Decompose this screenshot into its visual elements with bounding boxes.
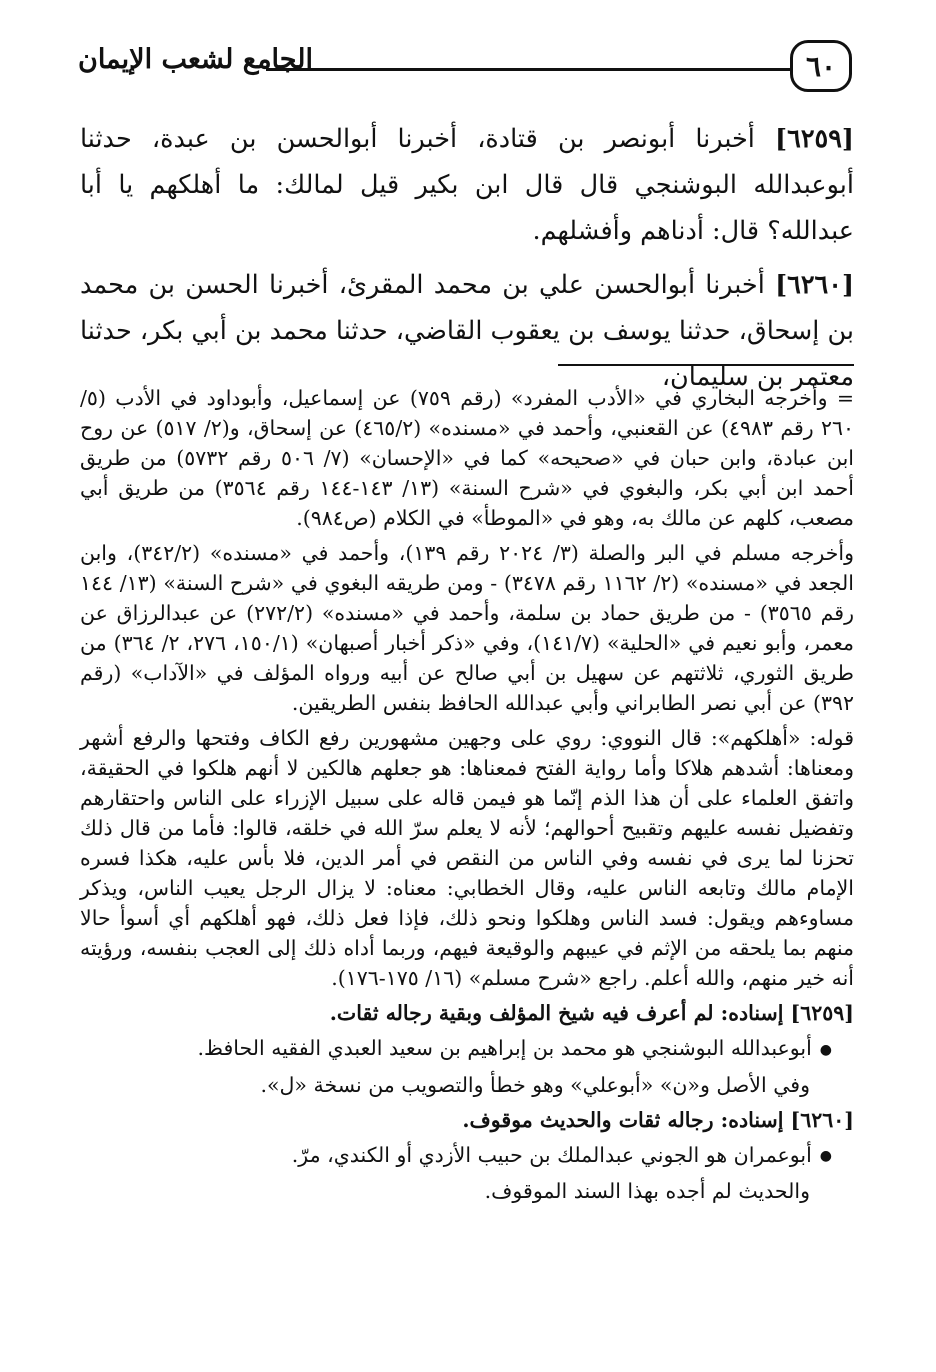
hadith-text: أخبرنا أبونصر بن قتادة، أخبرنا أبوالحسن بن عبدة، حدثنا أبوعبدالله البوشنجي قال قال ابن بكير قيل لمالك: ما أهلكهم يا أبا عبدالله؟ قال: أدناهم وأفشلهم.: [80, 124, 854, 246]
note-item: [80, 1033, 832, 1065]
footnote-separator: [558, 364, 854, 366]
isnad-label: [٦٢٥٩] إسناده:: [720, 1001, 854, 1025]
hadith-6259: [80, 116, 854, 254]
footnote-paragraph: قوله: «أهلكهم»: قال النووي: روي على وجهين مشهورين رفع الكاف وفتحها والرفع أشهر ومعناها: أشدهم هلاكا وأما رواية الفتح فمعناها: هو جعلهم هالكين لا أنهم هلكوا في الحقيقة، واتفق العلماء على أن هذا الذم إنّما هو فيمن قاله على سبيل الإزراء على الناس واحتقارهم وتفضيل نفسه عليهم وتقبيح أحوالهم؛ لأنه لا يعلم سرّ الله في خلقه، قالوا: فأما من قال ذلك تحزنا لما يرى في نفسه وفي الناس من النقص في أمر الدين، فلا بأس عليه، هكذا فسره الإمام مالك وتابعه الناس عليه، وقال الخطابي: معناه: لا يزال الرجل يعيب الناس، ويذكر مساوءهم ويقول: فسد الناس وهلكوا ونحو ذلك، فإذا فعل ذلك، فهو أهلكهم أي أسوأ حالا منهم بما يلحقه من الإثم في عيبهم والوقيعة فيهم، وربما أداه ذلك إلى العجب بنفسه، ورؤيته أنه خير منهم، والله أعلم. راجع «شرح مسلم» (١٦/ ١٧٥-١٧٦).: [80, 726, 854, 990]
footnotes: [80, 383, 854, 1211]
isnad-6260: [80, 1105, 854, 1135]
hadith-number: [٦٢٥٩]: [775, 124, 854, 154]
footnote-paragraph: وأخرجه مسلم في البر والصلة (٣/ ٢٠٢٤ رقم ١٣٩)، وأحمد في «مسنده» (٣٤٢/٢)، وابن الجعد في «مسنده» (٢/ ١١٦٢ رقم ٣٤٧٨) - ومن طريقه البغوي في «شرح السنة» (١٣/ ١٤٤ رقم ٣٥٦٥) - من طريق حماد بن سلمة، وأحمد في «مسنده» (٢٧٢/٢) عن عبدالرزاق عن معمر، وأبو نعيم في «الحلية» (١٤١/٧)، وفي «ذكر أخبار أصبهان» (١٥٠/١، ٢٧٦، ٢/ ٣٦٤) من طريق الثوري، ثلاثتهم عن سهيل بن أبي صالح عن أبيه ورواه المؤلف في «الآداب» (رقم ٣٩٢) عن أبي نصر الطابراني وأبي عبدالله الحافظ بنفس الطريقين.: [80, 541, 855, 715]
note-item: والحديث لم أجده بهذا السند الموقوف.: [484, 1179, 810, 1203]
note-item: [80, 1140, 832, 1172]
isnad-text: رجاله ثقات والحديث موقوف.: [462, 1107, 714, 1132]
footnote-paragraph: = وأخرجه البخاري في «الأدب المفرد» (رقم ٧٥٩) عن إسماعيل، وأبوداود في الأدب (٥/ ٢٦٠ رقم ٤٩٨٣) عن القعنبي، وأحمد في «مسنده» (٤٦٥/٢) عن إسحاق، و(٢/ ٥١٧) عن روح ابن عبادة، وابن حبان في «صحيحه» كما في «الإحسان» (٧/ ٥٠٦ رقم ٥٧٣٢) من طريق أحمد ابن أبي بكر، والبغوي في «شرح السنة» (١٣/ ١٤٣-١٤٤ رقم ٣٥٦٤) من طريق أبي مصعب، كلهم عن مالك به، وهو في «الموطأ» في الكلام (ص٩٨٤).: [80, 386, 855, 530]
page-number: ٦٠: [805, 49, 837, 83]
isnad-6259: [80, 998, 854, 1028]
note-text: أبوعمران هو الجوني عبدالملك بن حبيب الأزدي أو الكندي، مرّ.: [291, 1142, 812, 1167]
header-rule: [266, 68, 790, 71]
bullet-icon: ●: [819, 1041, 832, 1058]
isnad-text: لم أعرف فيه شيخ المؤلف وبقية رجاله ثقات.: [329, 1001, 714, 1025]
hadith-6260: [80, 262, 854, 400]
bullet-icon: ●: [819, 1148, 832, 1164]
note-text: أبوعبدالله البوشنجي هو محمد بن إبراهيم بن سعيد العبدي الفقيه الحافظ.: [197, 1036, 812, 1060]
hadith-text: أخبرنا أبوالحسن علي بن محمد المقرئ، أخبرنا الحسن بن محمد بن إسحاق، حدثنا يوسف بن يعقوب القاضي، حدثنا محمد بن أبي بكر، حدثنا معتمر بن سليمان،: [80, 270, 854, 392]
hadith-number: [٦٢٦٠]: [775, 270, 855, 300]
page-number-badge: [790, 40, 852, 92]
isnad-label: [٦٢٦٠] إسناده:: [720, 1107, 854, 1132]
page-header: [78, 38, 852, 98]
note-item: وفي الأصل و«ن» «أبوعلي» وهو خطأ والتصويب من نسخة «ل».: [260, 1072, 810, 1097]
running-title: الجامع لشعب الإيمان: [78, 44, 313, 75]
